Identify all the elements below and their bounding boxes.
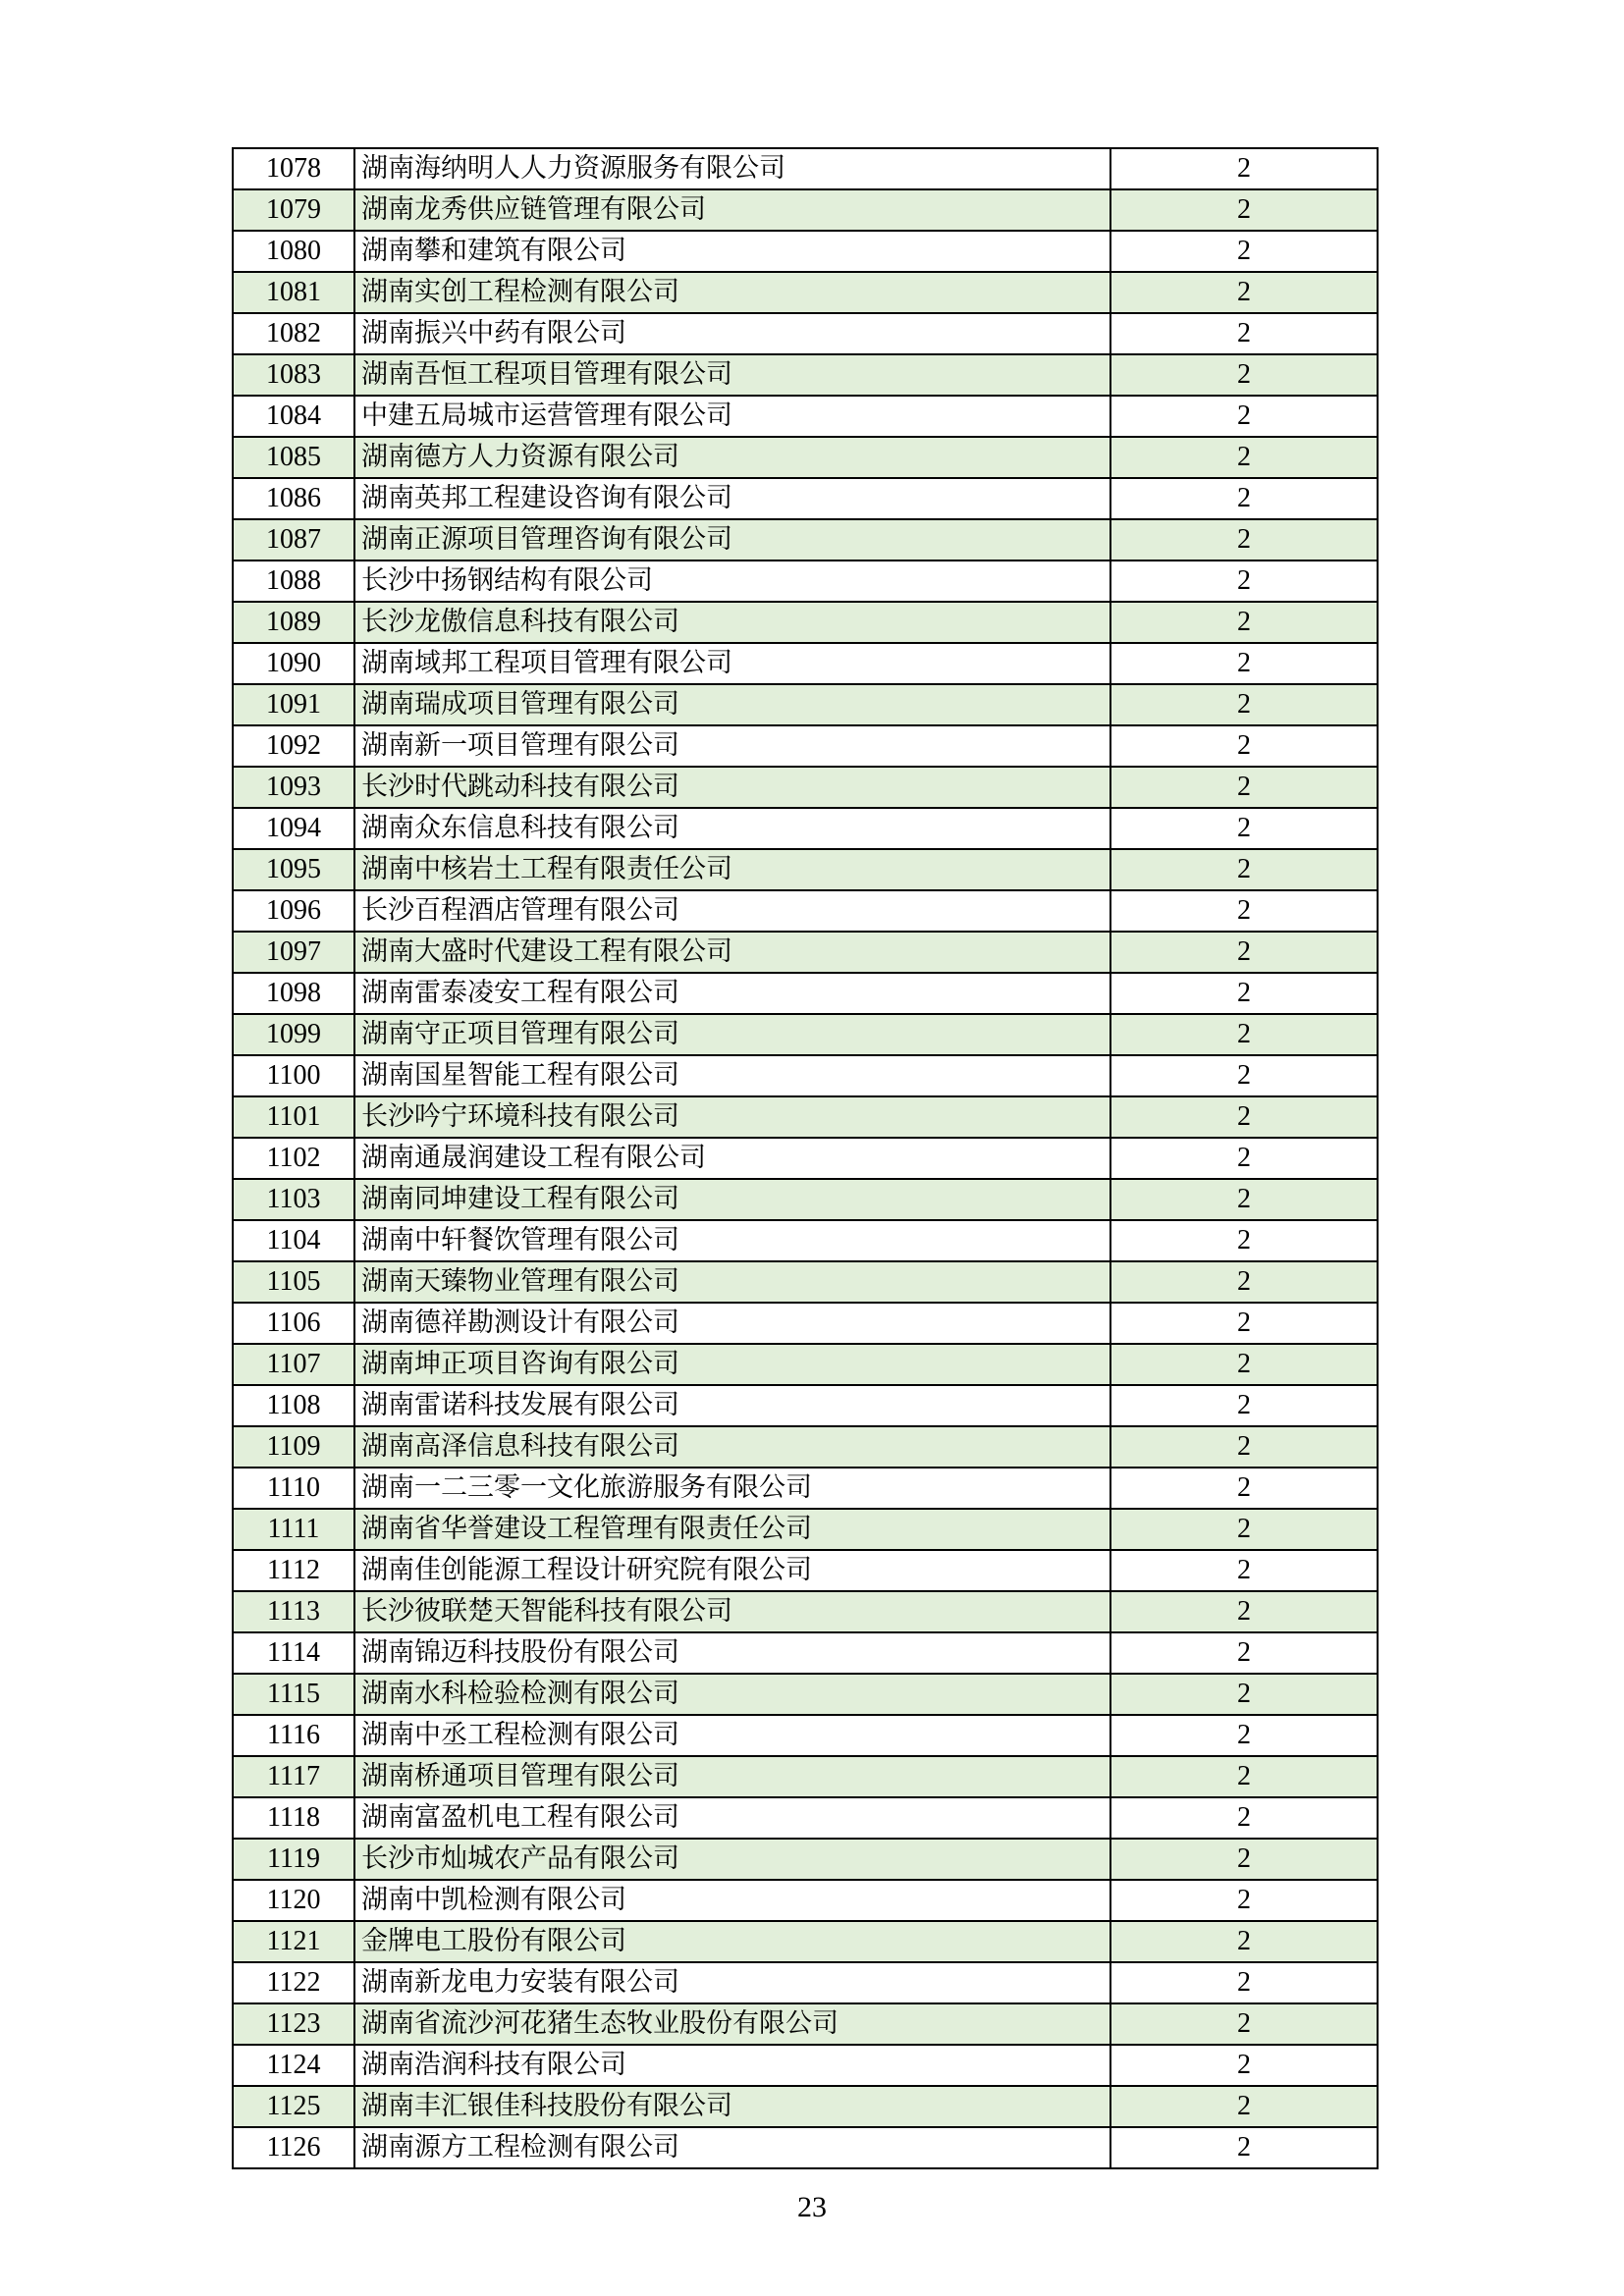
table-row [233, 2045, 1378, 2086]
row-number-cell: 1080 [233, 231, 354, 272]
company-name-cell: 湖南海纳明人人力资源服务有限公司 [354, 148, 1110, 189]
table-row [233, 973, 1378, 1014]
row-number-cell: 1083 [233, 354, 354, 396]
company-name-cell: 湖南中核岩土工程有限责任公司 [354, 849, 1110, 890]
count-cell: 2 [1110, 1096, 1378, 1138]
company-name-cell: 湖南省流沙河花猪生态牧业股份有限公司 [354, 2003, 1110, 2045]
row-number-cell: 1125 [233, 2086, 354, 2127]
row-number-cell: 1091 [233, 684, 354, 725]
row-number-cell: 1114 [233, 1632, 354, 1674]
company-name-cell: 湖南高泽信息科技有限公司 [354, 1426, 1110, 1468]
row-number-cell: 1118 [233, 1797, 354, 1839]
company-name-cell: 湖南浩润科技有限公司 [354, 2045, 1110, 2086]
count-cell: 2 [1110, 684, 1378, 725]
table-row [233, 1385, 1378, 1426]
count-cell: 2 [1110, 808, 1378, 849]
count-cell: 2 [1110, 1179, 1378, 1220]
row-number-cell: 1111 [233, 1509, 354, 1550]
company-name-cell: 湖南省华誉建设工程管理有限责任公司 [354, 1509, 1110, 1550]
row-number-cell: 1090 [233, 643, 354, 684]
company-name-cell: 湖南攀和建筑有限公司 [354, 231, 1110, 272]
count-cell: 2 [1110, 1344, 1378, 1385]
row-number-cell: 1094 [233, 808, 354, 849]
table-row [233, 1303, 1378, 1344]
count-cell: 2 [1110, 1426, 1378, 1468]
row-number-cell: 1098 [233, 973, 354, 1014]
company-name-cell: 湖南国星智能工程有限公司 [354, 1055, 1110, 1096]
count-cell: 2 [1110, 1674, 1378, 1715]
company-name-cell: 湖南英邦工程建设咨询有限公司 [354, 478, 1110, 519]
row-number-cell: 1117 [233, 1756, 354, 1797]
row-number-cell: 1115 [233, 1674, 354, 1715]
row-number-cell: 1112 [233, 1550, 354, 1591]
company-name-cell: 中建五局城市运营管理有限公司 [354, 396, 1110, 437]
count-cell: 2 [1110, 1632, 1378, 1674]
row-number-cell: 1121 [233, 1921, 354, 1962]
count-cell: 2 [1110, 849, 1378, 890]
count-cell: 2 [1110, 1385, 1378, 1426]
company-name-cell: 湖南守正项目管理有限公司 [354, 1014, 1110, 1055]
table-row [233, 1756, 1378, 1797]
company-name-cell: 湖南中丞工程检测有限公司 [354, 1715, 1110, 1756]
count-cell: 2 [1110, 1962, 1378, 2003]
table-row [233, 1715, 1378, 1756]
company-name-cell: 湖南雷诺科技发展有限公司 [354, 1385, 1110, 1426]
count-cell: 2 [1110, 1220, 1378, 1261]
count-cell: 2 [1110, 1715, 1378, 1756]
count-cell: 2 [1110, 2003, 1378, 2045]
row-number-cell: 1126 [233, 2127, 354, 2168]
company-name-cell: 金牌电工股份有限公司 [354, 1921, 1110, 1962]
company-name-cell: 长沙彼联楚天智能科技有限公司 [354, 1591, 1110, 1632]
row-number-cell: 1088 [233, 561, 354, 602]
table-row [233, 1797, 1378, 1839]
table-row [233, 1632, 1378, 1674]
company-name-cell: 湖南丰汇银佳科技股份有限公司 [354, 2086, 1110, 2127]
company-name-cell: 湖南大盛时代建设工程有限公司 [354, 932, 1110, 973]
count-cell: 2 [1110, 2127, 1378, 2168]
table-row [233, 2086, 1378, 2127]
company-table [232, 147, 1379, 2169]
company-name-cell: 湖南佳创能源工程设计研究院有限公司 [354, 1550, 1110, 1591]
row-number-cell: 1078 [233, 148, 354, 189]
table-row [233, 313, 1378, 354]
count-cell: 2 [1110, 1921, 1378, 1962]
company-name-cell: 长沙中扬钢结构有限公司 [354, 561, 1110, 602]
count-cell: 2 [1110, 478, 1378, 519]
company-name-cell: 长沙龙傲信息科技有限公司 [354, 602, 1110, 643]
row-number-cell: 1104 [233, 1220, 354, 1261]
count-cell: 2 [1110, 1756, 1378, 1797]
row-number-cell: 1116 [233, 1715, 354, 1756]
table-row [233, 1261, 1378, 1303]
count-cell: 2 [1110, 973, 1378, 1014]
company-name-cell: 湖南源方工程检测有限公司 [354, 2127, 1110, 2168]
company-name-cell: 长沙时代跳动科技有限公司 [354, 767, 1110, 808]
count-cell: 2 [1110, 313, 1378, 354]
row-number-cell: 1097 [233, 932, 354, 973]
company-name-cell: 湖南水科检验检测有限公司 [354, 1674, 1110, 1715]
count-cell: 2 [1110, 2045, 1378, 2086]
company-name-cell: 湖南坤正项目咨询有限公司 [354, 1344, 1110, 1385]
company-name-cell: 湖南中轩餐饮管理有限公司 [354, 1220, 1110, 1261]
table-row [233, 2127, 1378, 2168]
count-cell: 2 [1110, 1797, 1378, 1839]
row-number-cell: 1107 [233, 1344, 354, 1385]
count-cell: 2 [1110, 148, 1378, 189]
count-cell: 2 [1110, 231, 1378, 272]
table-row [233, 849, 1378, 890]
row-number-cell: 1110 [233, 1468, 354, 1509]
table-row [233, 1096, 1378, 1138]
count-cell: 2 [1110, 1014, 1378, 1055]
row-number-cell: 1085 [233, 437, 354, 478]
company-name-cell: 长沙吟宁环境科技有限公司 [354, 1096, 1110, 1138]
row-number-cell: 1108 [233, 1385, 354, 1426]
company-name-cell: 湖南天臻物业管理有限公司 [354, 1261, 1110, 1303]
table-row [233, 1962, 1378, 2003]
row-number-cell: 1103 [233, 1179, 354, 1220]
table-row [233, 767, 1378, 808]
table-row [233, 561, 1378, 602]
row-number-cell: 1079 [233, 189, 354, 231]
table-row [233, 932, 1378, 973]
row-number-cell: 1095 [233, 849, 354, 890]
table-row [233, 1880, 1378, 1921]
table-row [233, 478, 1378, 519]
table-row [233, 643, 1378, 684]
table-row [233, 2003, 1378, 2045]
row-number-cell: 1096 [233, 890, 354, 932]
table-row [233, 1591, 1378, 1632]
table-row [233, 1138, 1378, 1179]
row-number-cell: 1105 [233, 1261, 354, 1303]
row-number-cell: 1087 [233, 519, 354, 561]
row-number-cell: 1093 [233, 767, 354, 808]
count-cell: 2 [1110, 561, 1378, 602]
company-name-cell: 湖南域邦工程项目管理有限公司 [354, 643, 1110, 684]
company-name-cell: 湖南通晟润建设工程有限公司 [354, 1138, 1110, 1179]
company-name-cell: 湖南新龙电力安装有限公司 [354, 1962, 1110, 2003]
table-row [233, 1426, 1378, 1468]
count-cell: 2 [1110, 437, 1378, 478]
count-cell: 2 [1110, 2086, 1378, 2127]
count-cell: 2 [1110, 643, 1378, 684]
table-row [233, 684, 1378, 725]
company-name-cell: 湖南振兴中药有限公司 [354, 313, 1110, 354]
table-row [233, 1674, 1378, 1715]
row-number-cell: 1124 [233, 2045, 354, 2086]
count-cell: 2 [1110, 1055, 1378, 1096]
table-row [233, 519, 1378, 561]
table-row [233, 1344, 1378, 1385]
row-number-cell: 1122 [233, 1962, 354, 2003]
table-row [233, 1179, 1378, 1220]
count-cell: 2 [1110, 932, 1378, 973]
table-row [233, 272, 1378, 313]
company-table-body [233, 148, 1378, 2168]
count-cell: 2 [1110, 725, 1378, 767]
company-name-cell: 湖南德方人力资源有限公司 [354, 437, 1110, 478]
row-number-cell: 1092 [233, 725, 354, 767]
row-number-cell: 1120 [233, 1880, 354, 1921]
company-name-cell: 湖南同坤建设工程有限公司 [354, 1179, 1110, 1220]
row-number-cell: 1082 [233, 313, 354, 354]
count-cell: 2 [1110, 519, 1378, 561]
table-row [233, 231, 1378, 272]
row-number-cell: 1086 [233, 478, 354, 519]
count-cell: 2 [1110, 1303, 1378, 1344]
company-name-cell: 湖南众东信息科技有限公司 [354, 808, 1110, 849]
count-cell: 2 [1110, 1138, 1378, 1179]
row-number-cell: 1081 [233, 272, 354, 313]
page-number: 23 [797, 2191, 827, 2223]
table-row [233, 1014, 1378, 1055]
table-row [233, 1921, 1378, 1962]
count-cell: 2 [1110, 272, 1378, 313]
table-row [233, 1550, 1378, 1591]
company-name-cell: 湖南一二三零一文化旅游服务有限公司 [354, 1468, 1110, 1509]
table-row [233, 396, 1378, 437]
table-row [233, 1468, 1378, 1509]
row-number-cell: 1119 [233, 1839, 354, 1880]
count-cell: 2 [1110, 1468, 1378, 1509]
company-name-cell: 湖南富盈机电工程有限公司 [354, 1797, 1110, 1839]
row-number-cell: 1099 [233, 1014, 354, 1055]
row-number-cell: 1101 [233, 1096, 354, 1138]
row-number-cell: 1109 [233, 1426, 354, 1468]
count-cell: 2 [1110, 890, 1378, 932]
company-name-cell: 湖南桥通项目管理有限公司 [354, 1756, 1110, 1797]
company-name-cell: 湖南雷泰凌安工程有限公司 [354, 973, 1110, 1014]
row-number-cell: 1113 [233, 1591, 354, 1632]
count-cell: 2 [1110, 396, 1378, 437]
count-cell: 2 [1110, 1591, 1378, 1632]
table-row [233, 1220, 1378, 1261]
table-row [233, 890, 1378, 932]
table-row [233, 1509, 1378, 1550]
row-number-cell: 1084 [233, 396, 354, 437]
table-row [233, 1839, 1378, 1880]
row-number-cell: 1100 [233, 1055, 354, 1096]
company-name-cell: 长沙百程酒店管理有限公司 [354, 890, 1110, 932]
company-name-cell: 湖南瑞成项目管理有限公司 [354, 684, 1110, 725]
table-row [233, 808, 1378, 849]
company-name-cell: 湖南正源项目管理咨询有限公司 [354, 519, 1110, 561]
company-name-cell: 湖南锦迈科技股份有限公司 [354, 1632, 1110, 1674]
row-number-cell: 1089 [233, 602, 354, 643]
company-name-cell: 湖南中凯检测有限公司 [354, 1880, 1110, 1921]
company-name-cell: 湖南实创工程检测有限公司 [354, 272, 1110, 313]
count-cell: 2 [1110, 189, 1378, 231]
count-cell: 2 [1110, 1509, 1378, 1550]
count-cell: 2 [1110, 767, 1378, 808]
row-number-cell: 1106 [233, 1303, 354, 1344]
table-row [233, 1055, 1378, 1096]
table-row [233, 148, 1378, 189]
count-cell: 2 [1110, 1550, 1378, 1591]
company-name-cell: 湖南龙秀供应链管理有限公司 [354, 189, 1110, 231]
company-name-cell: 长沙市灿城农产品有限公司 [354, 1839, 1110, 1880]
count-cell: 2 [1110, 1880, 1378, 1921]
row-number-cell: 1102 [233, 1138, 354, 1179]
company-name-cell: 湖南新一项目管理有限公司 [354, 725, 1110, 767]
count-cell: 2 [1110, 602, 1378, 643]
table-row [233, 354, 1378, 396]
count-cell: 2 [1110, 1839, 1378, 1880]
table-row [233, 437, 1378, 478]
table-row [233, 189, 1378, 231]
company-name-cell: 湖南德祥勘测设计有限公司 [354, 1303, 1110, 1344]
table-row [233, 602, 1378, 643]
count-cell: 2 [1110, 1261, 1378, 1303]
company-name-cell: 湖南吾恒工程项目管理有限公司 [354, 354, 1110, 396]
row-number-cell: 1123 [233, 2003, 354, 2045]
table-row [233, 725, 1378, 767]
count-cell: 2 [1110, 354, 1378, 396]
